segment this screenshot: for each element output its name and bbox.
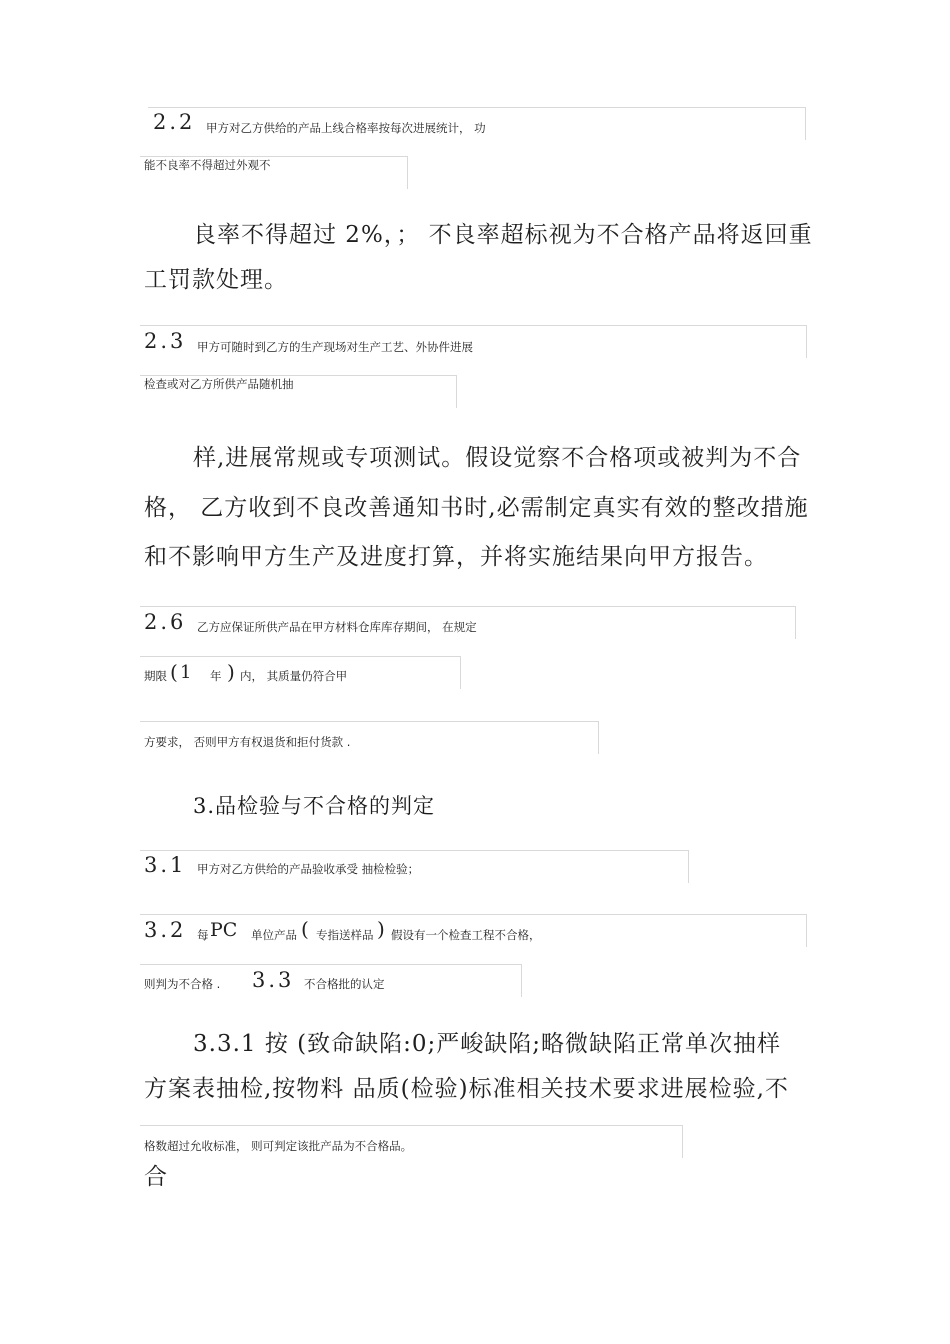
section-3-2-pc: PC bbox=[210, 919, 238, 941]
section-2-3-body-line-3: 和不影响甲方生产及进度打算，并将实施结果向甲方报告。 bbox=[144, 544, 768, 570]
section-2-6-cont-c: 内， 其质量仍符合甲 bbox=[240, 669, 348, 683]
section-3-3-1-tail: 合 bbox=[144, 1164, 168, 1190]
section-2-2-number: 2.2 bbox=[153, 110, 196, 134]
section-2-3-number: 2.3 bbox=[144, 329, 187, 353]
section-3-3-1-small-text: 格数超过允收标准， 则可判定该批产品为不合格品。 bbox=[144, 1139, 413, 1153]
section-3-2-number: 3.2 bbox=[144, 918, 187, 942]
section-3-3-text: 不合格批的认定 bbox=[304, 977, 385, 991]
section-2-3-body-line-1: 样,进展常规或专项测试。假设觉察不合格项或被判为不合 bbox=[193, 445, 802, 471]
section-2-6-text: 乙方应保证所供产品在甲方材料仓库库存期间， 在规定 bbox=[197, 620, 477, 634]
section-2-3-text: 甲方可随时到乙方的生产现场对生产工艺、外协件进展 bbox=[197, 340, 473, 354]
section-2-2-text: 甲方对乙方供给的产品上线合格率按每次进展统计， 功 bbox=[206, 121, 486, 135]
section-3-3-1-line-2: 方案表抽检,按物料 品质(检验)标准相关技术要求进展检验,不 bbox=[144, 1076, 789, 1102]
section-3-2-text-c: 假设有一个检查工程不合格， bbox=[391, 928, 541, 942]
section-2-6-paren-close: ) bbox=[227, 660, 235, 684]
section-2-6-cont-num: 1 bbox=[180, 662, 192, 683]
section-2-2-body-line-2: 工罚款处理。 bbox=[144, 267, 288, 293]
section-3-2-paren-open: ( bbox=[301, 917, 309, 941]
section-3-3-1-line-1: 3.3.1 按 (致命缺陷:0;严峻缺陷;略微缺陷正常单次抽样 bbox=[193, 1031, 781, 1057]
section-2-2-body-line-1: 良率不得超过 2%，； 不良率超标视为不合格产品将返回重 bbox=[193, 222, 813, 248]
section-3-2-text-a: 单位产品 bbox=[251, 928, 297, 942]
section-3-1-number: 3.1 bbox=[144, 853, 187, 877]
section-2-6-cont-b: 年 bbox=[210, 669, 222, 683]
section-3-2-each: 每 bbox=[197, 928, 209, 942]
section-2-6-number: 2.6 bbox=[144, 610, 187, 634]
section-2-6-continuation-2: 方要求， 否则甲方有权退货和拒付货款 . bbox=[144, 735, 351, 749]
section-2-6-paren-open: ( bbox=[170, 660, 178, 684]
section-2-6-cont-a: 期限 bbox=[144, 669, 167, 683]
section-3-2-text-b: 专指送样品 bbox=[316, 928, 374, 942]
section-3-heading: 3.品检验与不合格的判定 bbox=[193, 794, 436, 818]
section-3-1-text: 甲方对乙方供给的产品验收承受 抽检检验； bbox=[197, 862, 420, 876]
section-2-2-continuation: 能不良率不得超过外观不 bbox=[144, 158, 271, 172]
section-3-2-paren-close: ) bbox=[377, 917, 385, 941]
section-3-3-number: 3.3 bbox=[252, 968, 295, 992]
section-2-3-continuation: 检查或对乙方所供产品随机抽 bbox=[144, 377, 294, 391]
section-3-2-continuation: 则判为不合格 . bbox=[144, 977, 221, 991]
section-2-3-body-line-2: 格， 乙方收到不良改善通知书时,必需制定真实有效的整改措施 bbox=[144, 495, 809, 521]
